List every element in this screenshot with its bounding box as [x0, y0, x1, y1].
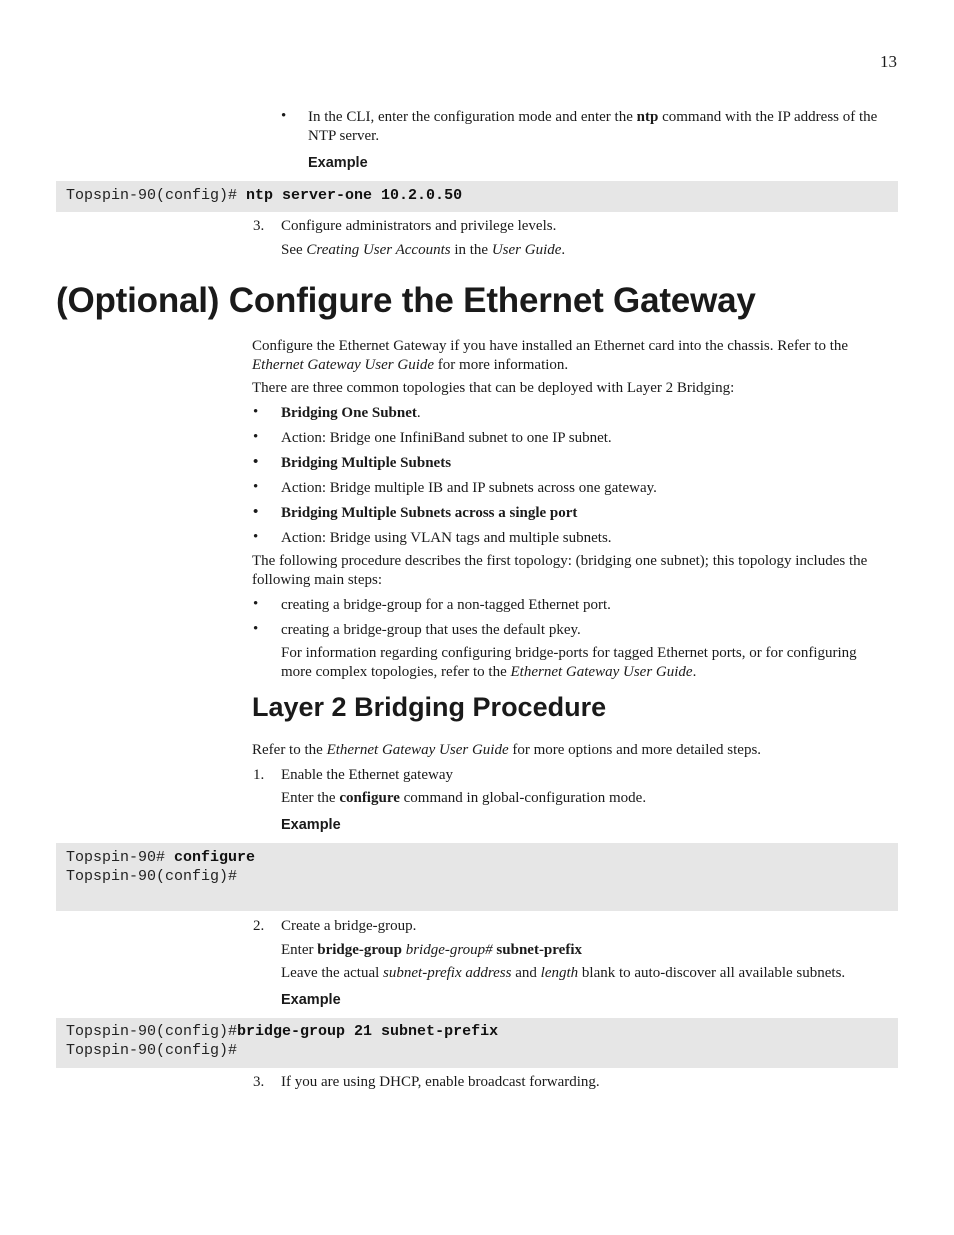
- enter-command: configure: [339, 790, 400, 806]
- code-command: configure: [174, 849, 256, 866]
- info-line1: For information regarding configuring bridge-ports for tagged Ethernet ports, or for configuring: [281, 645, 857, 661]
- subsection-heading: Layer 2 Bridging Procedure: [252, 692, 607, 722]
- example-label: Example: [308, 155, 368, 171]
- example-label: Example: [281, 817, 341, 833]
- code-prompt: Topspin-90(config)#: [66, 187, 247, 204]
- bullet-dot: •: [253, 429, 259, 445]
- step-text: Configure administrators and privilege levels.: [281, 218, 557, 234]
- ntp-instruction-pre: In the CLI, enter the configuration mode and enter the: [308, 109, 637, 125]
- procedure-item: creating a bridge-group that uses the default pkey.: [281, 622, 581, 638]
- info-line2-pre: more complex topologies, refer to the: [281, 664, 511, 680]
- step-number: 3.: [253, 1074, 265, 1090]
- ntp-instruction-post: command with the IP address of the: [658, 109, 878, 125]
- see-link: Creating User Accounts: [306, 242, 451, 258]
- enter-post: command in global-configuration mode.: [399, 790, 647, 806]
- bullet-dot: •: [253, 479, 259, 495]
- code-block-configure: [56, 843, 898, 911]
- leave-mid: and: [511, 965, 541, 981]
- topology-item: [281, 404, 421, 423]
- step-number: 3.: [253, 218, 265, 234]
- bullet-dot: •: [253, 621, 259, 637]
- leave-pre: Leave the actual: [281, 965, 384, 981]
- topology-item: Action: Bridge multiple IB and IP subnets across one gateway.: [281, 480, 657, 496]
- code-prompt: Topspin-90(config)#: [66, 867, 238, 885]
- topology-item: Action: Bridge using VLAN tags and multiple subnets.: [281, 530, 612, 546]
- procedure-line1: The following procedure describes the first topology: (bridging one subnet); this topology includes the: [252, 553, 868, 569]
- see-guide: User Guide: [491, 242, 562, 258]
- step-number: 2.: [253, 918, 265, 934]
- example-label: Example: [281, 992, 341, 1008]
- bullet-dot: •: [253, 454, 259, 470]
- leave-arg2: length: [540, 965, 579, 981]
- see-end: .: [561, 242, 566, 258]
- procedure-line2: following main steps:: [252, 572, 382, 588]
- code-prompt: Topspin-90(config)#: [66, 1023, 238, 1040]
- page-number: 13: [880, 52, 897, 71]
- see-pre: See: [281, 242, 307, 258]
- refer-post: for more options and more detailed steps.: [508, 742, 762, 758]
- see-reference: [281, 241, 565, 260]
- enter-command-suffix: subnet-prefix: [492, 942, 582, 958]
- enter-pre: Enter the: [281, 790, 340, 806]
- topology-item: Bridging Multiple Subnets across a single port: [281, 505, 578, 521]
- step-number: 1.: [253, 767, 265, 783]
- leave-arg1: subnet-prefix address: [383, 965, 512, 981]
- procedure-paragraph: [252, 552, 902, 590]
- topology-item: Bridging Multiple Subnets: [281, 455, 452, 471]
- step-text: If you are using DHCP, enable broadcast forwarding.: [281, 1074, 600, 1090]
- info-guide: Ethernet Gateway User Guide: [510, 664, 693, 680]
- ntp-instruction-line2: NTP server.: [308, 128, 380, 144]
- intro-line2: for more information.: [434, 357, 569, 373]
- step-text: Create a bridge-group.: [281, 918, 417, 934]
- bullet-dot: •: [253, 529, 259, 545]
- procedure-item: creating a bridge-group for a non-tagged Ethernet port.: [281, 597, 611, 613]
- code-prompt: Topspin-90(config)#: [66, 1041, 238, 1059]
- section-heading: (Optional) Configure the Ethernet Gateway: [56, 281, 756, 320]
- code-command: ntp server-one 10.2.0.50: [246, 187, 463, 204]
- code-block-ntp: [56, 181, 898, 212]
- refer-guide: Ethernet Gateway User Guide: [326, 742, 509, 758]
- bullet-dot: •: [253, 504, 259, 520]
- intro-paragraph: [252, 337, 902, 375]
- refer-paragraph: [252, 741, 761, 760]
- info-end: .: [692, 664, 697, 680]
- enter-pre: Enter: [281, 942, 318, 958]
- enter-command: bridge-group: [317, 942, 402, 958]
- code-prompt: Topspin-90#: [66, 849, 175, 866]
- bullet-dot: •: [281, 108, 287, 124]
- ntp-command: ntp: [636, 109, 659, 125]
- topologies-intro: There are three common topologies that can be deployed with Layer 2 Bridging:: [252, 380, 735, 396]
- intro-line1: Configure the Ethernet Gateway if you have installed an Ethernet card into the chassis. Refer to the: [252, 338, 849, 354]
- see-mid: in the: [450, 242, 492, 258]
- refer-pre: Refer to the: [252, 742, 327, 758]
- info-paragraph: [281, 644, 901, 682]
- intro-guide: Ethernet Gateway User Guide: [252, 357, 435, 373]
- step-text: Enable the Ethernet gateway: [281, 767, 454, 783]
- leave-instruction: [281, 964, 845, 983]
- ntp-instruction: [308, 108, 908, 146]
- topology-suffix: .: [416, 405, 421, 421]
- topology-title: Bridging One Subnet: [281, 405, 417, 421]
- bullet-dot: •: [253, 404, 259, 420]
- bullet-dot: •: [253, 596, 259, 612]
- enter-argument: bridge-group#: [401, 942, 493, 958]
- step-instruction: [281, 789, 646, 808]
- step-instruction: [281, 941, 582, 960]
- code-command: bridge-group 21 subnet-prefix: [237, 1023, 499, 1040]
- leave-post: blank to auto-discover all available subnets.: [578, 965, 846, 981]
- topology-item: Action: Bridge one InfiniBand subnet to one IP subnet.: [281, 430, 612, 446]
- code-block-bridge-group: [56, 1018, 898, 1068]
